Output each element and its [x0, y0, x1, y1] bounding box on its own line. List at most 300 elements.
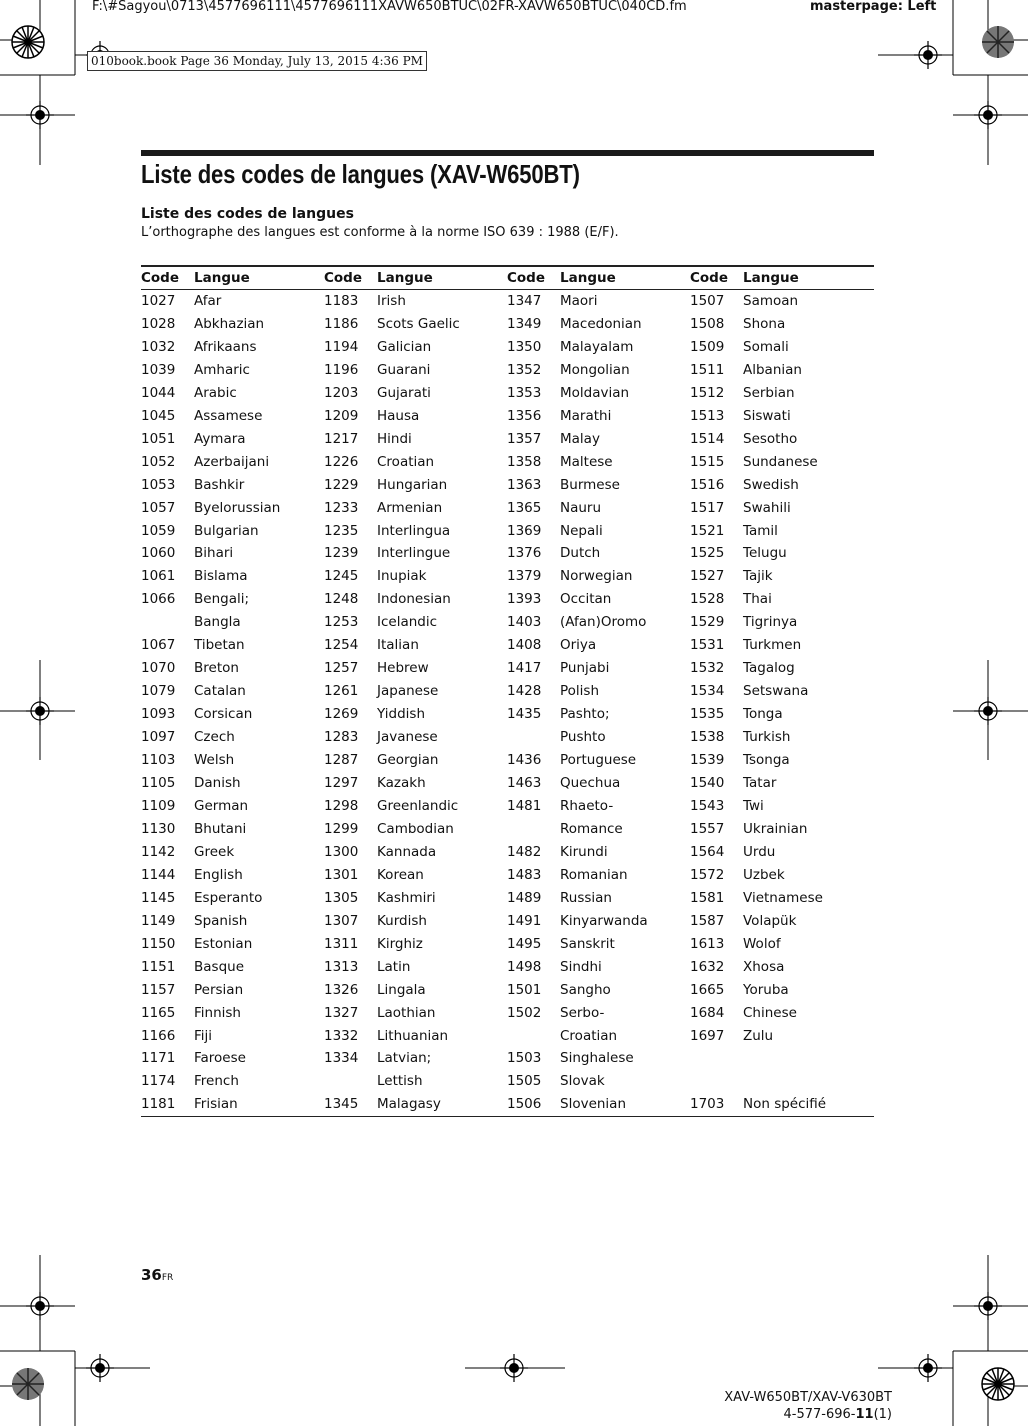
language-name-cell: Lingala: [377, 981, 426, 998]
language-code-cell: 1305: [324, 889, 359, 906]
language-name-cell: Sanskrit: [560, 935, 615, 952]
language-name-cell: Faroese: [194, 1050, 246, 1067]
language-name-cell: Wolof: [743, 935, 781, 952]
language-code-cell: 1352: [507, 361, 542, 378]
language-name-cell: Malayalam: [560, 338, 634, 355]
language-name-cell: Xhosa: [743, 958, 785, 975]
language-code-cell: 1027: [141, 293, 176, 309]
language-name-cell: French: [194, 1073, 239, 1090]
language-name-cell: Ukrainian: [743, 820, 808, 837]
language-code-cell: 1105: [141, 775, 176, 792]
table-row: [141, 1093, 874, 1116]
table-row: [141, 910, 874, 933]
table-row: [141, 497, 874, 520]
language-name-cell: Kurdish: [377, 912, 427, 929]
title-rule: [141, 150, 874, 156]
table-row: [141, 313, 874, 336]
table-row: [141, 588, 874, 611]
language-code-cell: 1350: [507, 338, 542, 355]
starburst-mark-icon: [982, 1368, 1014, 1400]
language-name-cell: Vietnamese: [743, 889, 823, 906]
language-code-cell: 1283: [324, 729, 359, 746]
table-row: [141, 726, 874, 749]
language-code-cell: 1060: [141, 545, 176, 562]
table-row: [141, 956, 874, 979]
book-page-stamp: 010book.book Page 36 Monday, July 13, 2015 4:36 PM: [87, 51, 427, 71]
language-name-cell: Kirundi: [560, 843, 608, 860]
language-code-cell: 1532: [690, 660, 725, 677]
language-name-cell: Amharic: [194, 361, 250, 378]
language-code-cell: 1353: [507, 384, 542, 401]
page-number: [141, 1266, 173, 1284]
language-code-cell: 1539: [690, 752, 725, 769]
language-name-cell: Bangla: [194, 614, 241, 631]
language-code-cell: 1053: [141, 476, 176, 493]
language-name-cell: Russian: [560, 889, 612, 906]
language-code-cell: 1174: [141, 1073, 176, 1090]
language-name-cell: Catalan: [194, 683, 246, 700]
language-code-cell: 1235: [324, 522, 359, 539]
language-name-cell: Arabic: [194, 384, 237, 401]
language-code-cell: 1512: [690, 384, 725, 401]
language-code-cell: [507, 818, 560, 841]
language-name-cell: Javanese: [377, 729, 438, 746]
language-code-cell: 1157: [141, 981, 176, 998]
language-name-cell: Sundanese: [743, 453, 818, 470]
language-name-cell: Kashmiri: [377, 889, 436, 906]
language-name-cell: Laothian: [377, 1004, 436, 1021]
language-code-cell: 1665: [690, 981, 725, 998]
table-row: [141, 634, 874, 657]
column-header-language: Langue: [743, 266, 874, 290]
language-code-cell: 1145: [141, 889, 176, 906]
language-code-cell: 1483: [507, 866, 542, 883]
language-code-cell: 1491: [507, 912, 542, 929]
language-code-cell: 1057: [141, 499, 176, 516]
language-name-cell: Somali: [743, 338, 789, 355]
language-name-cell: Esperanto: [194, 889, 263, 906]
language-code-cell: 1481: [507, 797, 542, 814]
language-code-table: [141, 265, 874, 1117]
language-code-cell: 1507: [690, 293, 725, 309]
language-code-cell: 1363: [507, 476, 542, 493]
language-name-cell: Interlingue: [377, 545, 451, 562]
language-code-cell: 1501: [507, 981, 542, 998]
language-code-cell: 1300: [324, 843, 359, 860]
language-code-cell: 1051: [141, 430, 176, 447]
language-code-cell: 1287: [324, 752, 359, 769]
table-row: [141, 611, 874, 634]
language-name-cell: Maltese: [560, 453, 613, 470]
table-row: [141, 1070, 874, 1093]
language-name-cell: Latvian;: [377, 1050, 432, 1067]
language-name-cell: Afrikaans: [194, 338, 257, 355]
language-name-cell: Rhaeto-: [560, 797, 614, 814]
language-name-cell: Tajik: [743, 568, 773, 585]
table-row: [141, 359, 874, 382]
table-row: [141, 382, 874, 405]
language-name-cell: Malay: [560, 430, 600, 447]
language-code-cell: 1297: [324, 775, 359, 792]
language-code-cell: 1511: [690, 361, 725, 378]
language-code-cell: 1529: [690, 614, 725, 631]
language-name-cell: Indonesian: [377, 591, 451, 608]
table-row: [141, 864, 874, 887]
language-code-cell: 1165: [141, 1004, 176, 1021]
language-code-cell: 1032: [141, 338, 176, 355]
language-name-cell: Slovak: [560, 1073, 605, 1090]
language-name-cell: Latin: [377, 958, 411, 975]
language-code-cell: [690, 1070, 743, 1093]
language-name-cell: Italian: [377, 637, 419, 654]
language-code-cell: 1301: [324, 866, 359, 883]
table-header-row: [141, 266, 874, 290]
section-subtitle: L’orthographe des langues est conforme à la norme ISO 639 : 1988 (E/F).: [141, 225, 619, 240]
language-code-cell: 1515: [690, 453, 725, 470]
column-header-language: Langue: [560, 266, 690, 290]
language-name-cell: Telugu: [743, 545, 787, 562]
table-row: [141, 290, 874, 313]
language-code-cell: 1079: [141, 683, 176, 700]
language-code-cell: 1376: [507, 545, 542, 562]
language-name-cell: (Afan)Oromo: [560, 614, 647, 631]
language-code-cell: 1393: [507, 591, 542, 608]
language-name-cell: Finnish: [194, 1004, 241, 1021]
table-row: [141, 474, 874, 497]
language-name-cell: Turkish: [743, 729, 791, 746]
table-row: [141, 1047, 874, 1070]
starburst-mark-icon: [12, 26, 44, 58]
language-code-cell: 1332: [324, 1027, 359, 1044]
part-number-suffix: (1): [873, 1407, 892, 1422]
language-code-cell: 1254: [324, 637, 359, 654]
language-name-cell: Turkmen: [743, 637, 802, 654]
language-name-cell: Lithuanian: [377, 1027, 449, 1044]
language-name-cell: Sangho: [560, 981, 611, 998]
language-name-cell: Volapük: [743, 912, 797, 929]
language-name-cell: Inupiak: [377, 568, 427, 585]
language-code-cell: 1142: [141, 843, 176, 860]
language-code-cell: 1435: [507, 706, 542, 723]
language-code-cell: 1543: [690, 797, 725, 814]
language-name-cell: Dutch: [560, 545, 601, 562]
language-name-cell: Mongolian: [560, 361, 630, 378]
language-name-cell: Icelandic: [377, 614, 438, 631]
language-name-cell: Punjabi: [560, 660, 610, 677]
table-row: [141, 428, 874, 451]
language-code-cell: 1307: [324, 912, 359, 929]
language-code-cell: 1109: [141, 797, 176, 814]
language-name-cell: Occitan: [560, 591, 612, 608]
language-code-cell: 1697: [690, 1027, 725, 1044]
language-name-cell: English: [194, 866, 243, 883]
language-name-cell: Burmese: [560, 476, 620, 493]
language-code-cell: 1261: [324, 683, 359, 700]
language-code-cell: 1356: [507, 407, 542, 424]
language-name-cell: Hebrew: [377, 660, 429, 677]
language-code-cell: 1209: [324, 407, 359, 424]
page-title: Liste des codes de langues (XAV-W650BT): [141, 159, 580, 189]
language-name-cell: Fiji: [194, 1027, 213, 1044]
part-number-bold: 11: [855, 1407, 874, 1422]
language-name-cell: Polish: [560, 683, 600, 700]
language-code-cell: [507, 1025, 560, 1048]
language-name-cell: Bashkir: [194, 476, 245, 493]
language-name-cell: Non spécifié: [743, 1093, 874, 1116]
table-row: [141, 1002, 874, 1025]
language-name-cell: Danish: [194, 775, 241, 792]
language-code-cell: 1166: [141, 1027, 176, 1044]
language-name-cell: Bulgarian: [194, 522, 259, 539]
language-code-cell: 1358: [507, 453, 542, 470]
language-name-cell: Portuguese: [560, 752, 637, 769]
language-code-cell: 1347: [507, 293, 542, 309]
language-code-cell: 1334: [324, 1050, 359, 1067]
language-name-cell: Czech: [194, 729, 235, 746]
language-code-cell: 1502: [507, 1004, 542, 1021]
page-language-suffix: FR: [161, 1273, 174, 1283]
language-name-cell: Corsican: [194, 706, 253, 723]
language-name-cell: Galician: [377, 338, 432, 355]
language-name-cell: Nepali: [560, 522, 603, 539]
language-name-cell: Siswati: [743, 407, 791, 424]
column-header-language: Langue: [194, 266, 324, 290]
table-row: [141, 657, 874, 680]
language-name-cell: Pushto: [560, 729, 606, 746]
language-code-cell: 1327: [324, 1004, 359, 1021]
language-name-cell: Quechua: [560, 775, 621, 792]
language-name-cell: Urdu: [743, 843, 776, 860]
language-name-cell: Azerbaijani: [194, 453, 270, 470]
language-code-cell: 1257: [324, 660, 359, 677]
table-row: [141, 542, 874, 565]
language-code-cell: 1527: [690, 568, 725, 585]
language-code-cell: 1144: [141, 866, 176, 883]
table-row: [141, 336, 874, 359]
language-name-cell: Twi: [743, 797, 764, 814]
language-name-cell: Lettish: [377, 1073, 423, 1090]
file-path-header: F:\#Sagyou\0713\4577696111\4577696111XAVW650BTUC\02FR-XAVW650BTUC\040CD.fm: [92, 0, 687, 14]
language-name-cell: Swahili: [743, 499, 791, 516]
language-code-cell: 1151: [141, 958, 176, 975]
table-row: [141, 565, 874, 588]
language-code-cell: 1194: [324, 338, 359, 355]
language-code-cell: 1203: [324, 384, 359, 401]
language-code-cell: 1369: [507, 522, 542, 539]
language-name-cell: Breton: [194, 660, 239, 677]
language-name-cell: Swedish: [743, 476, 799, 493]
language-code-cell: 1531: [690, 637, 725, 654]
language-name-cell: [743, 1070, 874, 1093]
language-code-cell: 1436: [507, 752, 542, 769]
language-name-cell: Bislama: [194, 568, 248, 585]
language-name-cell: German: [194, 797, 249, 814]
language-name-cell: Tonga: [743, 706, 783, 723]
language-name-cell: Chinese: [743, 1004, 797, 1021]
language-code-cell: 1044: [141, 384, 176, 401]
table-row: [141, 1025, 874, 1048]
table-row: [141, 520, 874, 543]
language-name-cell: Japanese: [377, 683, 439, 700]
language-name-cell: Tsonga: [743, 752, 790, 769]
model-number: XAV-W650BT/XAV-V630BT: [724, 1390, 892, 1405]
language-code-cell: 1253: [324, 614, 359, 631]
language-code-cell: [690, 1047, 743, 1070]
language-name-cell: Hindi: [377, 430, 412, 447]
language-code-cell: 1703: [690, 1093, 743, 1116]
language-name-cell: Tigrinya: [743, 614, 798, 631]
language-code-cell: 1093: [141, 706, 176, 723]
language-code-cell: 1357: [507, 430, 542, 447]
column-header-code: Code: [324, 266, 377, 290]
language-code-cell: 1521: [690, 522, 725, 539]
language-name-cell: Aymara: [194, 430, 246, 447]
language-name-cell: Armenian: [377, 499, 443, 516]
language-code-cell: 1130: [141, 820, 176, 837]
language-name-cell: Maori: [560, 293, 598, 309]
language-name-cell: Kinyarwanda: [560, 912, 648, 929]
page-number-value: 36: [141, 1266, 162, 1284]
language-code-cell: 1183: [324, 293, 359, 309]
language-code-cell: 1505: [507, 1073, 542, 1090]
language-code-cell: 1516: [690, 476, 725, 493]
language-code-cell: 1070: [141, 660, 176, 677]
language-name-cell: Zulu: [743, 1027, 774, 1044]
language-code-cell: 1313: [324, 958, 359, 975]
table-row: [141, 818, 874, 841]
language-code-cell: 1066: [141, 591, 176, 608]
language-name-cell: Singhalese: [560, 1050, 634, 1067]
language-name-cell: Shona: [743, 315, 786, 332]
language-code-cell: 1248: [324, 591, 359, 608]
language-name-cell: Uzbek: [743, 866, 785, 883]
language-code-cell: 1059: [141, 522, 176, 539]
language-name-cell: Gujarati: [377, 384, 431, 401]
language-name-cell: Cambodian: [377, 820, 454, 837]
starburst-mark-icon: [982, 26, 1014, 58]
language-name-cell: Bihari: [194, 545, 234, 562]
language-name-cell: Pashto;: [560, 706, 610, 723]
language-code-cell: 1581: [690, 889, 725, 906]
language-code-cell: 1508: [690, 315, 725, 332]
language-name-cell: Frisian: [194, 1093, 324, 1116]
table-row: [141, 749, 874, 772]
language-code-cell: 1311: [324, 935, 359, 952]
language-code-cell: [141, 611, 194, 634]
language-name-cell: Irish: [377, 293, 406, 309]
table-row: [141, 405, 874, 428]
language-code-cell: 1061: [141, 568, 176, 585]
language-name-cell: [743, 1047, 874, 1070]
language-code-cell: 1417: [507, 660, 542, 677]
language-code-cell: 1196: [324, 361, 359, 378]
table-row: [141, 841, 874, 864]
language-name-cell: Kirghiz: [377, 935, 423, 952]
language-code-cell: 1269: [324, 706, 359, 723]
language-code-cell: 1538: [690, 729, 725, 746]
column-header-code: Code: [690, 266, 743, 290]
part-number-prefix: 4-577-696-: [783, 1407, 856, 1422]
table-row: [141, 887, 874, 910]
language-code-cell: 1365: [507, 499, 542, 516]
language-code-cell: 1345: [324, 1093, 377, 1116]
language-name-cell: Spanish: [194, 912, 248, 929]
language-name-cell: Kannada: [377, 843, 437, 860]
language-code-cell: 1428: [507, 683, 542, 700]
language-name-cell: Hausa: [377, 407, 420, 424]
language-name-cell: Oriya: [560, 637, 597, 654]
column-header-language: Langue: [377, 266, 507, 290]
language-name-cell: Samoan: [743, 293, 799, 309]
part-number: [700, 1407, 892, 1422]
language-name-cell: Macedonian: [560, 315, 642, 332]
language-code-cell: 1513: [690, 407, 725, 424]
language-name-cell: Tibetan: [194, 637, 245, 654]
language-code-cell: 1349: [507, 315, 542, 332]
language-name-cell: Moldavian: [560, 384, 630, 401]
language-code-cell: 1298: [324, 797, 359, 814]
language-code-cell: 1534: [690, 683, 725, 700]
language-code-cell: 1245: [324, 568, 359, 585]
language-name-cell: Marathi: [560, 407, 612, 424]
column-header-code: Code: [141, 266, 194, 290]
language-name-cell: Croatian: [377, 453, 435, 470]
language-code-cell: 1149: [141, 912, 176, 929]
language-name-cell: Basque: [194, 958, 244, 975]
language-code-cell: 1506: [507, 1093, 560, 1116]
language-code-cell: 1535: [690, 706, 725, 723]
language-code-cell: 1587: [690, 912, 725, 929]
language-code-cell: 1503: [507, 1050, 542, 1067]
language-name-cell: Georgian: [377, 752, 439, 769]
language-name-cell: Kazakh: [377, 775, 426, 792]
language-code-cell: 1045: [141, 407, 176, 424]
table-row: [141, 772, 874, 795]
language-code-cell: 1229: [324, 476, 359, 493]
language-name-cell: Greek: [194, 843, 235, 860]
language-name-cell: Bengali;: [194, 591, 250, 608]
language-code-cell: 1326: [324, 981, 359, 998]
table-row: [141, 933, 874, 956]
language-name-cell: Sindhi: [560, 958, 602, 975]
language-code-cell: 1233: [324, 499, 359, 516]
language-code-cell: 1239: [324, 545, 359, 562]
language-code-cell: 1613: [690, 935, 725, 952]
language-name-cell: Sesotho: [743, 430, 798, 447]
language-name-cell: Malagasy: [377, 1093, 507, 1116]
language-name-cell: Byelorussian: [194, 499, 281, 516]
language-name-cell: Romance: [560, 820, 623, 837]
language-code-cell: 1039: [141, 361, 176, 378]
column-header-code: Code: [507, 266, 560, 290]
language-code-cell: 1403: [507, 614, 542, 631]
section-heading: Liste des codes de langues: [141, 206, 354, 222]
language-name-cell: Yoruba: [743, 981, 789, 998]
language-name-cell: Tatar: [743, 775, 777, 792]
language-code-cell: 1299: [324, 820, 359, 837]
language-code-cell: 1067: [141, 637, 176, 654]
table-row: [141, 795, 874, 818]
language-name-cell: Slovenian: [560, 1093, 690, 1116]
language-code-cell: [507, 726, 560, 749]
language-name-cell: Croatian: [560, 1027, 618, 1044]
language-code-cell: 1171: [141, 1050, 176, 1067]
language-code-cell: 1217: [324, 430, 359, 447]
language-code-cell: 1498: [507, 958, 542, 975]
language-code-cell: 1517: [690, 499, 725, 516]
table-row: [141, 680, 874, 703]
table-row: [141, 451, 874, 474]
